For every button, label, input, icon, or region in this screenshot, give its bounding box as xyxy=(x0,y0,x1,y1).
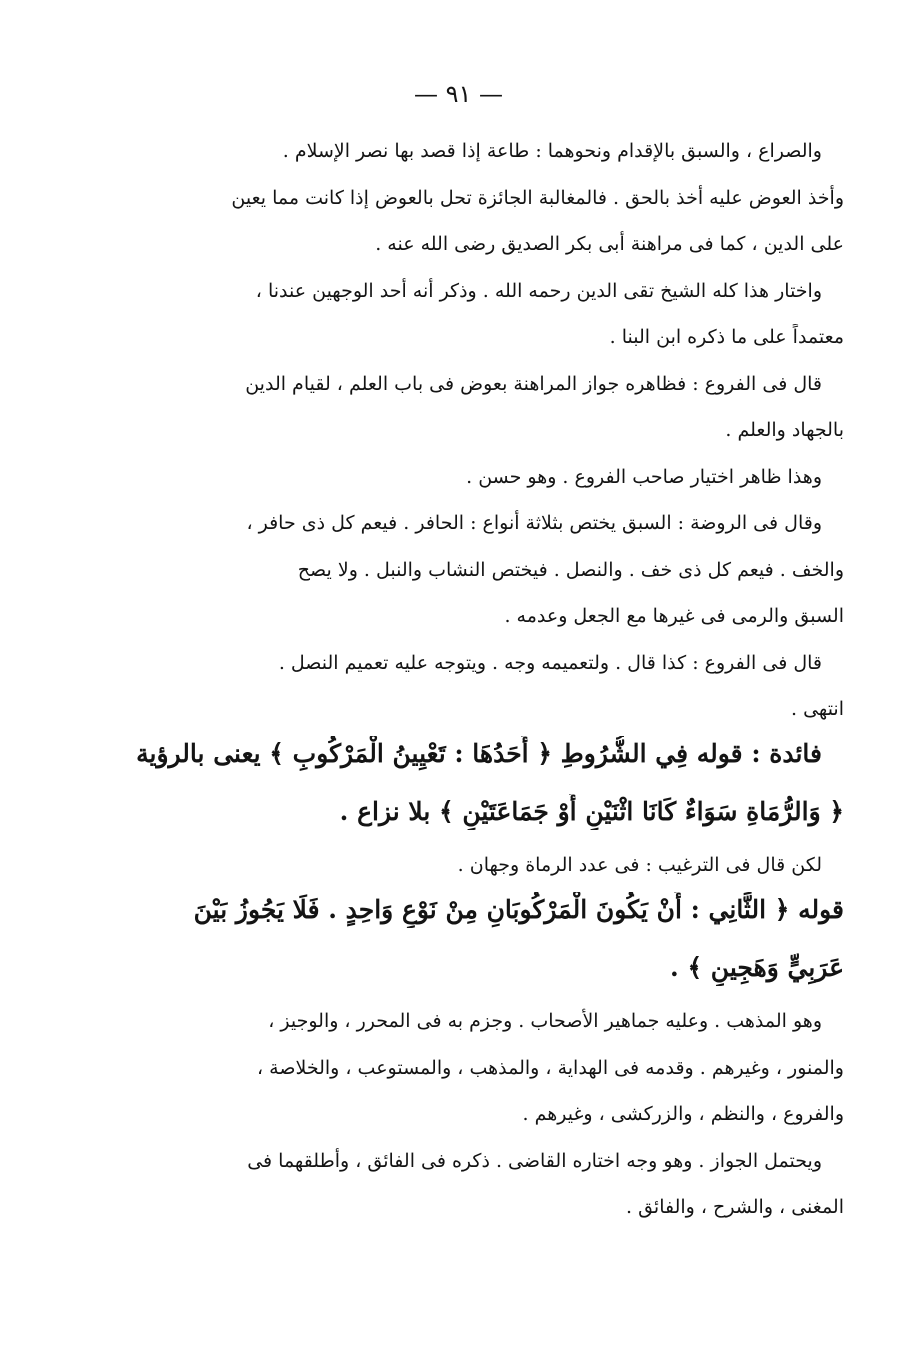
text-line: بالجهاد والعلم . xyxy=(725,419,844,441)
text-line: واختار هذا كله الشيخ تقى الدين رحمه الله . وذكر أنه أحد الوجهين عندنا ، xyxy=(255,279,822,302)
text-line: والصراع ، والسبق بالإقدام ونحوهما : طاعة إذا قصد بها نصر الإسلام . xyxy=(282,140,822,162)
text-line: لكن قال فى الترغيب : فى عدد الرماة وجهان . xyxy=(457,854,822,876)
text-line: قال فى الفروع : فظاهره جواز المراهنة بعوض فى باب العلم ، لقيام الدين xyxy=(245,372,822,395)
text-line: وهو المذهب . وعليه جماهير الأصحاب . وجزم به فى المحرر ، والوجيز ، xyxy=(268,1010,822,1032)
text-line: والمنور ، وغيرهم . وقدمه فى الهداية ، والمذهب ، والمستوعب ، والخلاصة ، xyxy=(257,1056,844,1079)
quoted-text-line: ﴿ وَالرُّمَاةِ سَوَاءٌ كَانَا اثْنَيْنِ أَوْ جَمَاعَتَيْنِ ﴾ بلا نزاع . xyxy=(339,797,844,826)
text-line: وقال فى الروضة : السبق يختص بثلاثة أنواع : الحافر . فيعم كل ذى حافر ، xyxy=(246,512,822,534)
text-line: ويحتمل الجواز . وهو وجه اختاره القاضى . ذكره فى الفائق ، وأطلقهما فى xyxy=(247,1149,822,1172)
text-line: انتهى . xyxy=(791,698,844,720)
text-line: السبق والرمى فى غيرها مع الجعل وعدمه . xyxy=(504,605,844,627)
quoted-text-line: قوله ﴿ الثَّانِي : أَنْ يَكُونَ الْمَرْكُوبَانِ مِنْ نَوْعٍ وَاحِدٍ . فَلَا يَجُوزُ بَيْنَ xyxy=(193,895,844,924)
text-line: المغنى ، والشرح ، والفائق . xyxy=(625,1196,844,1218)
fayda-heading-line: فائدة : قوله فِي الشُّرُوطِ ﴿ أَحَدُهَا : تَعْيِينُ الْمَرْكُوبِ ﴾ يعنى بالرؤية xyxy=(136,739,822,768)
text-line: والخف . فيعم كل ذى خف . والنصل . فيختص النشاب والنبل . ولا يصح xyxy=(297,558,844,581)
quoted-text-line: عَرَبِيٍّ وَهَجِينٍ ﴾ . xyxy=(670,953,844,982)
text-line: وهذا ظاهر اختيار صاحب الفروع . وهو حسن . xyxy=(466,465,822,488)
page-number: — ٩١ — xyxy=(413,80,504,108)
text-line: قال فى الفروع : كذا قال . ولتعميمه وجه . ويتوجه عليه تعميم النصل . xyxy=(278,651,822,674)
text-line: معتمداً على ما ذكره ابن البنا . xyxy=(609,326,844,348)
text-line: على الدين ، كما فى مراهنة أبى بكر الصديق رضى الله عنه . xyxy=(375,233,844,255)
text-line: والفروع ، والنظم ، والزركشى ، وغيرهم . xyxy=(522,1103,844,1125)
text-line: وأخذ العوض عليه أخذ بالحق . فالمغالبة الجائزة تحل بالعوض إذا كانت مما يعين xyxy=(231,186,844,209)
body-text xyxy=(118,138,844,1241)
